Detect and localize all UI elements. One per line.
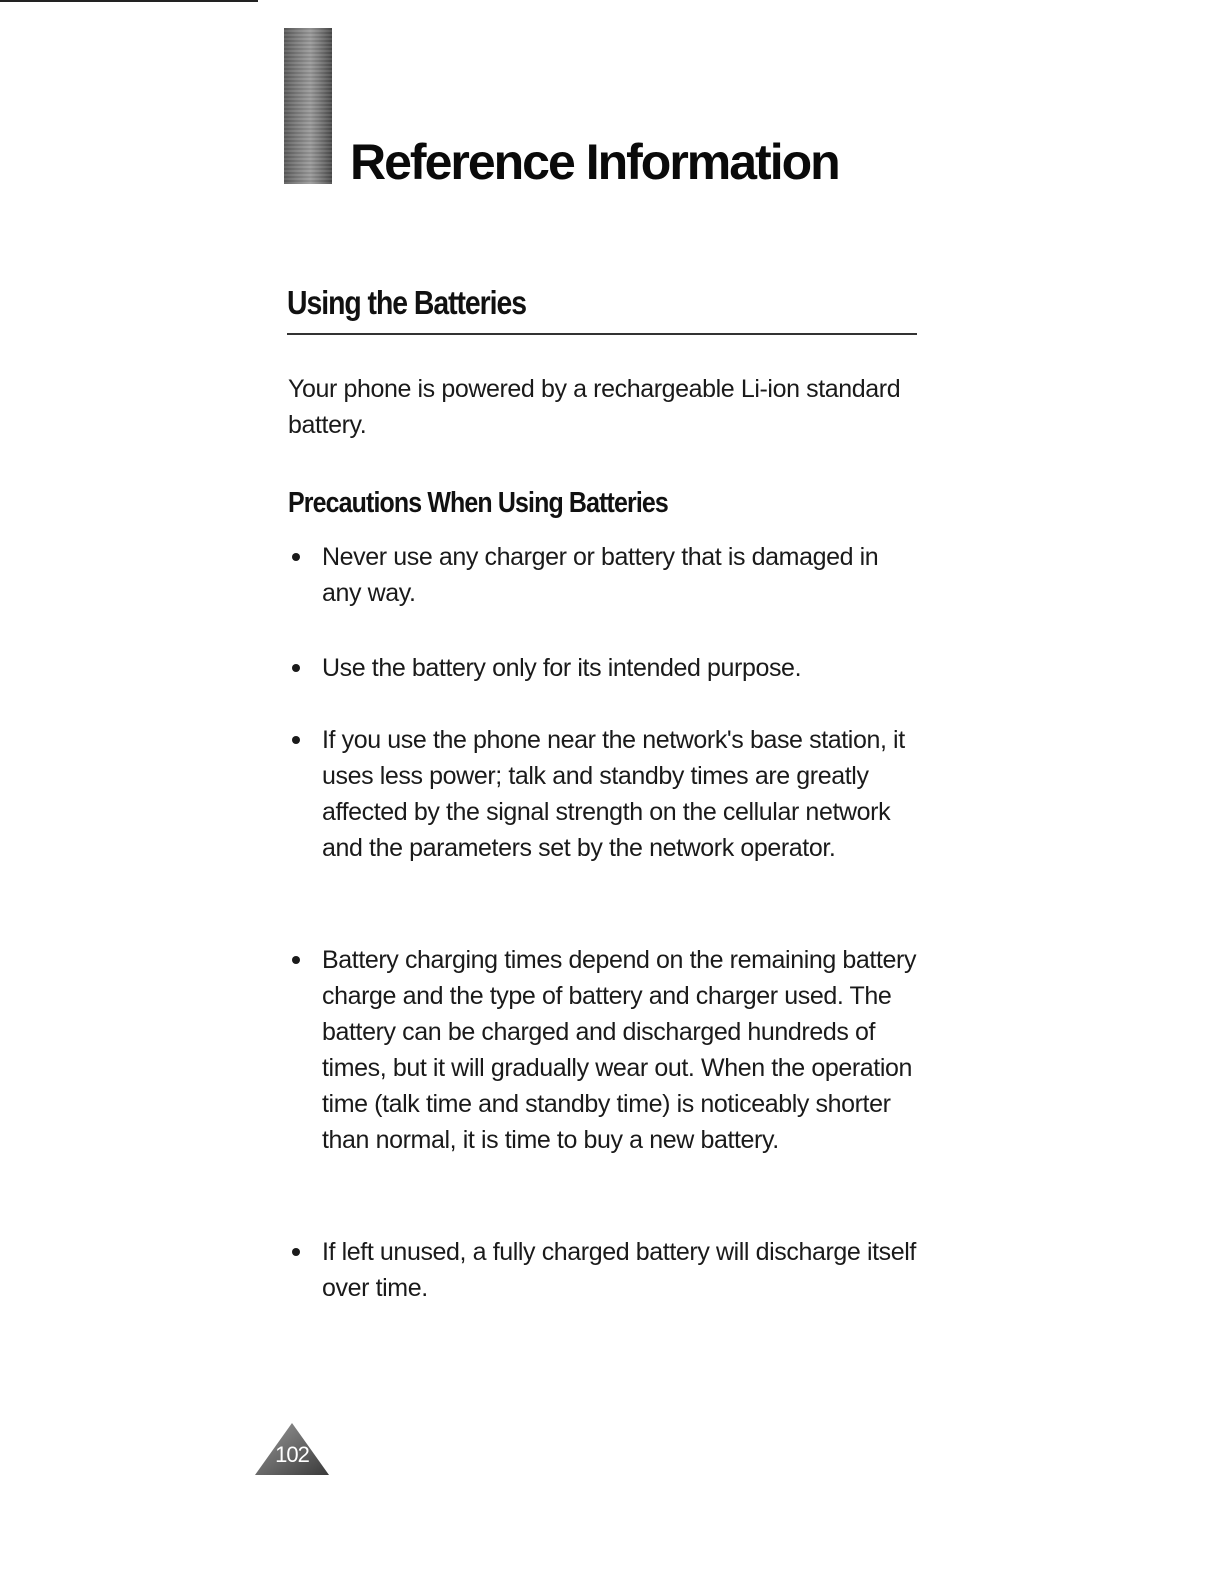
bullet-icon: [292, 736, 300, 744]
section-divider: [287, 333, 917, 335]
bullet-icon: [292, 553, 300, 561]
intro-paragraph: Your phone is powered by a rechargeable Li-ion standard battery.: [288, 375, 901, 439]
bullet-icon: [292, 664, 300, 672]
list-item-text: Battery charging times depend on the remaining battery charge and the type of battery and charger used. The battery can be charged and discharged hundreds of times, but it will gradually wear out. When the operation time (talk time and standby time) is noticeably shorter than normal, it is time to buy a new battery.: [322, 946, 917, 1154]
list-item-text: If left unused, a fully charged battery will discharge itself over time.: [322, 1238, 916, 1302]
list-item-text: Never use any charger or battery that is damaged in any way.: [322, 543, 879, 607]
chapter-marker-bar: [284, 28, 332, 184]
top-rule: [0, 0, 258, 2]
list-item-text: If you use the phone near the network's base station, it uses less power; talk and standby times are greatly affected by the signal strength on the cellular network and the parameters set by the network operator.: [322, 726, 905, 862]
bullet-icon: [292, 956, 300, 964]
section-title: Using the Batteries: [287, 284, 527, 321]
page-number: 102: [275, 1442, 309, 1467]
list-item-text: Use the battery only for its intended purpose.: [322, 654, 802, 682]
chapter-title: Reference Information: [350, 134, 839, 190]
bullet-icon: [292, 1248, 300, 1256]
subsection-title: Precautions When Using Batteries: [288, 487, 668, 519]
